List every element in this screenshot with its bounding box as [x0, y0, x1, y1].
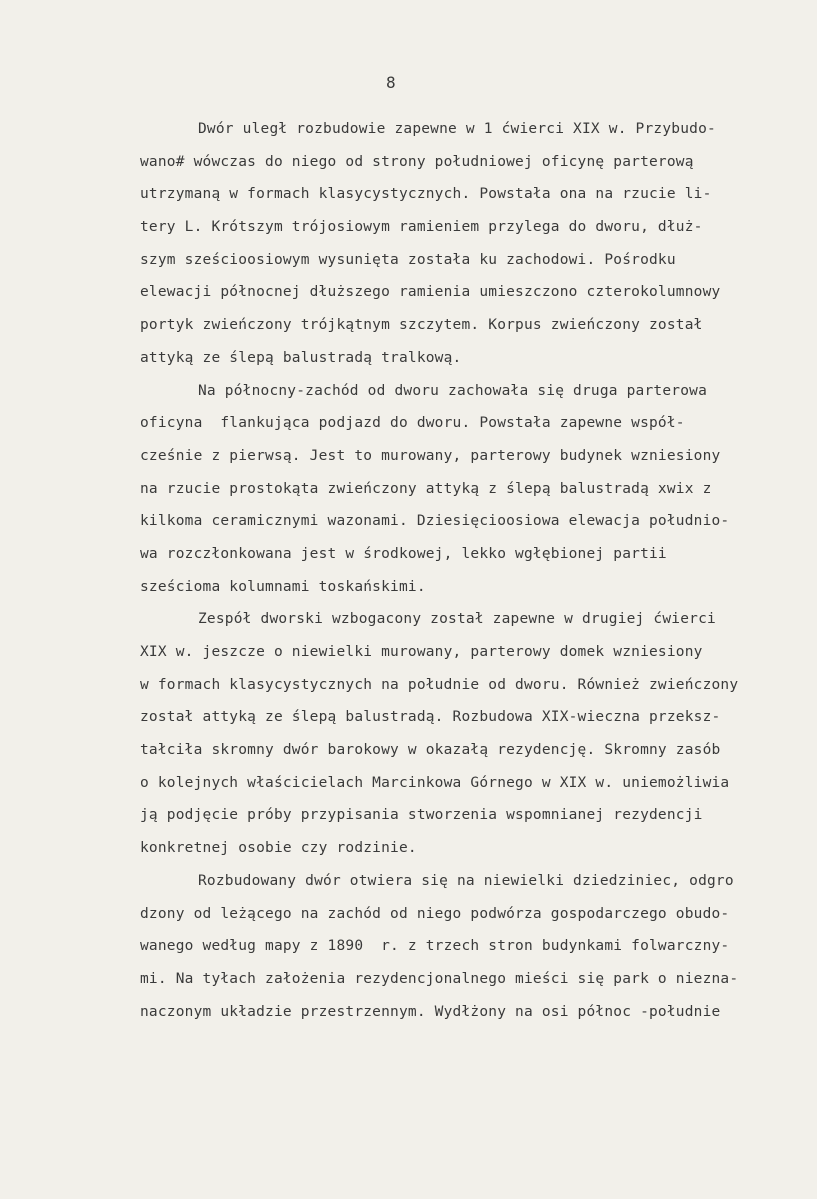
text-line: Zespół dworski wzbogacony został zapewne w drugiej ćwierci	[198, 611, 716, 628]
text-line: mi. Na tyłach założenia rezydencjonalnego mieści się park o niezna-	[140, 970, 739, 987]
text-line: wano# wówczas do niego od strony południowej oficynę parterową	[140, 153, 694, 170]
text-line: utrzymaną w formach klasycystycznych. Powstała ona na rzucie li-	[140, 186, 712, 203]
text-line: sześcioma kolumnami toskańskimi.	[140, 578, 426, 595]
text-line: tery L. Krótszym trójosiowym ramieniem przylega do dworu, dłuż-	[140, 219, 703, 236]
page-number: 8	[386, 73, 396, 92]
text-line: Na północny-zachód od dworu zachowała się druga parterowa	[198, 382, 707, 399]
text-line: attyką ze ślepą balustradą tralkową.	[140, 349, 462, 366]
text-line: cześnie z pierwsą. Jest to murowany, parterowy budynek wzniesiony	[140, 447, 721, 464]
document-text	[140, 113, 812, 1028]
text-line: został attyką ze ślepą balustradą. Rozbudowa XIX-wieczna przeksz-	[140, 709, 721, 726]
text-line: Dwór uległ rozbudowie zapewne w 1 ćwierci XIX w. Przybudo-	[198, 121, 716, 137]
text-line: wa rozczłonkowana jest w środkowej, lekko wgłębionej partii	[140, 545, 667, 562]
text-line: Rozbudowany dwór otwiera się na niewielki dziedziniec, odgro	[198, 872, 734, 889]
text-line: XIX w. jeszcze o niewielki murowany, parterowy domek wzniesiony	[140, 644, 703, 660]
text-line: na rzucie prostokąta zwieńczony attyką z ślepą balustradą xwix z	[140, 480, 712, 497]
text-line: portyk zwieńczony trójkątnym szczytem. Korpus zwieńczony został	[140, 317, 703, 334]
text-line: o kolejnych właścicielach Marcinkowa Górnego w XIX w. uniemożliwia	[140, 774, 730, 791]
text-line: wanego według mapy z 1890 r. z trzech stron budynkami folwarczny-	[140, 938, 730, 955]
text-line: tałciła skromny dwór barokowy w okazałą rezydencję. Skromny zasób	[140, 742, 721, 759]
text-line: w formach klasycystycznych na południe od dworu. Również zwieńczony	[140, 676, 739, 693]
text-line: elewacji północnej dłuższego ramienia umieszczono czterokolumnowy	[140, 284, 721, 301]
text-line: konkretnej osobie czy rodzinie.	[140, 840, 417, 857]
text-line: ją podjęcie próby przypisania stworzenia wspomnianej rezydencji	[140, 807, 703, 824]
text-line: oficyna flankująca podjazd do dworu. Powstała zapewne współ-	[140, 415, 685, 432]
text-line: naczonym układzie przestrzennym. Wydłżony na osi północ -południe	[140, 1003, 721, 1020]
text-line: kilkoma ceramicznymi wazonami. Dziesięcioosiowa elewacja południo-	[140, 513, 730, 530]
text-line: szym sześcioosiowym wysunięta została ku zachodowi. Pośrodku	[140, 251, 676, 268]
text-line: dzony od leżącego na zachód od niego podwórza gospodarczego obudo-	[140, 905, 730, 922]
